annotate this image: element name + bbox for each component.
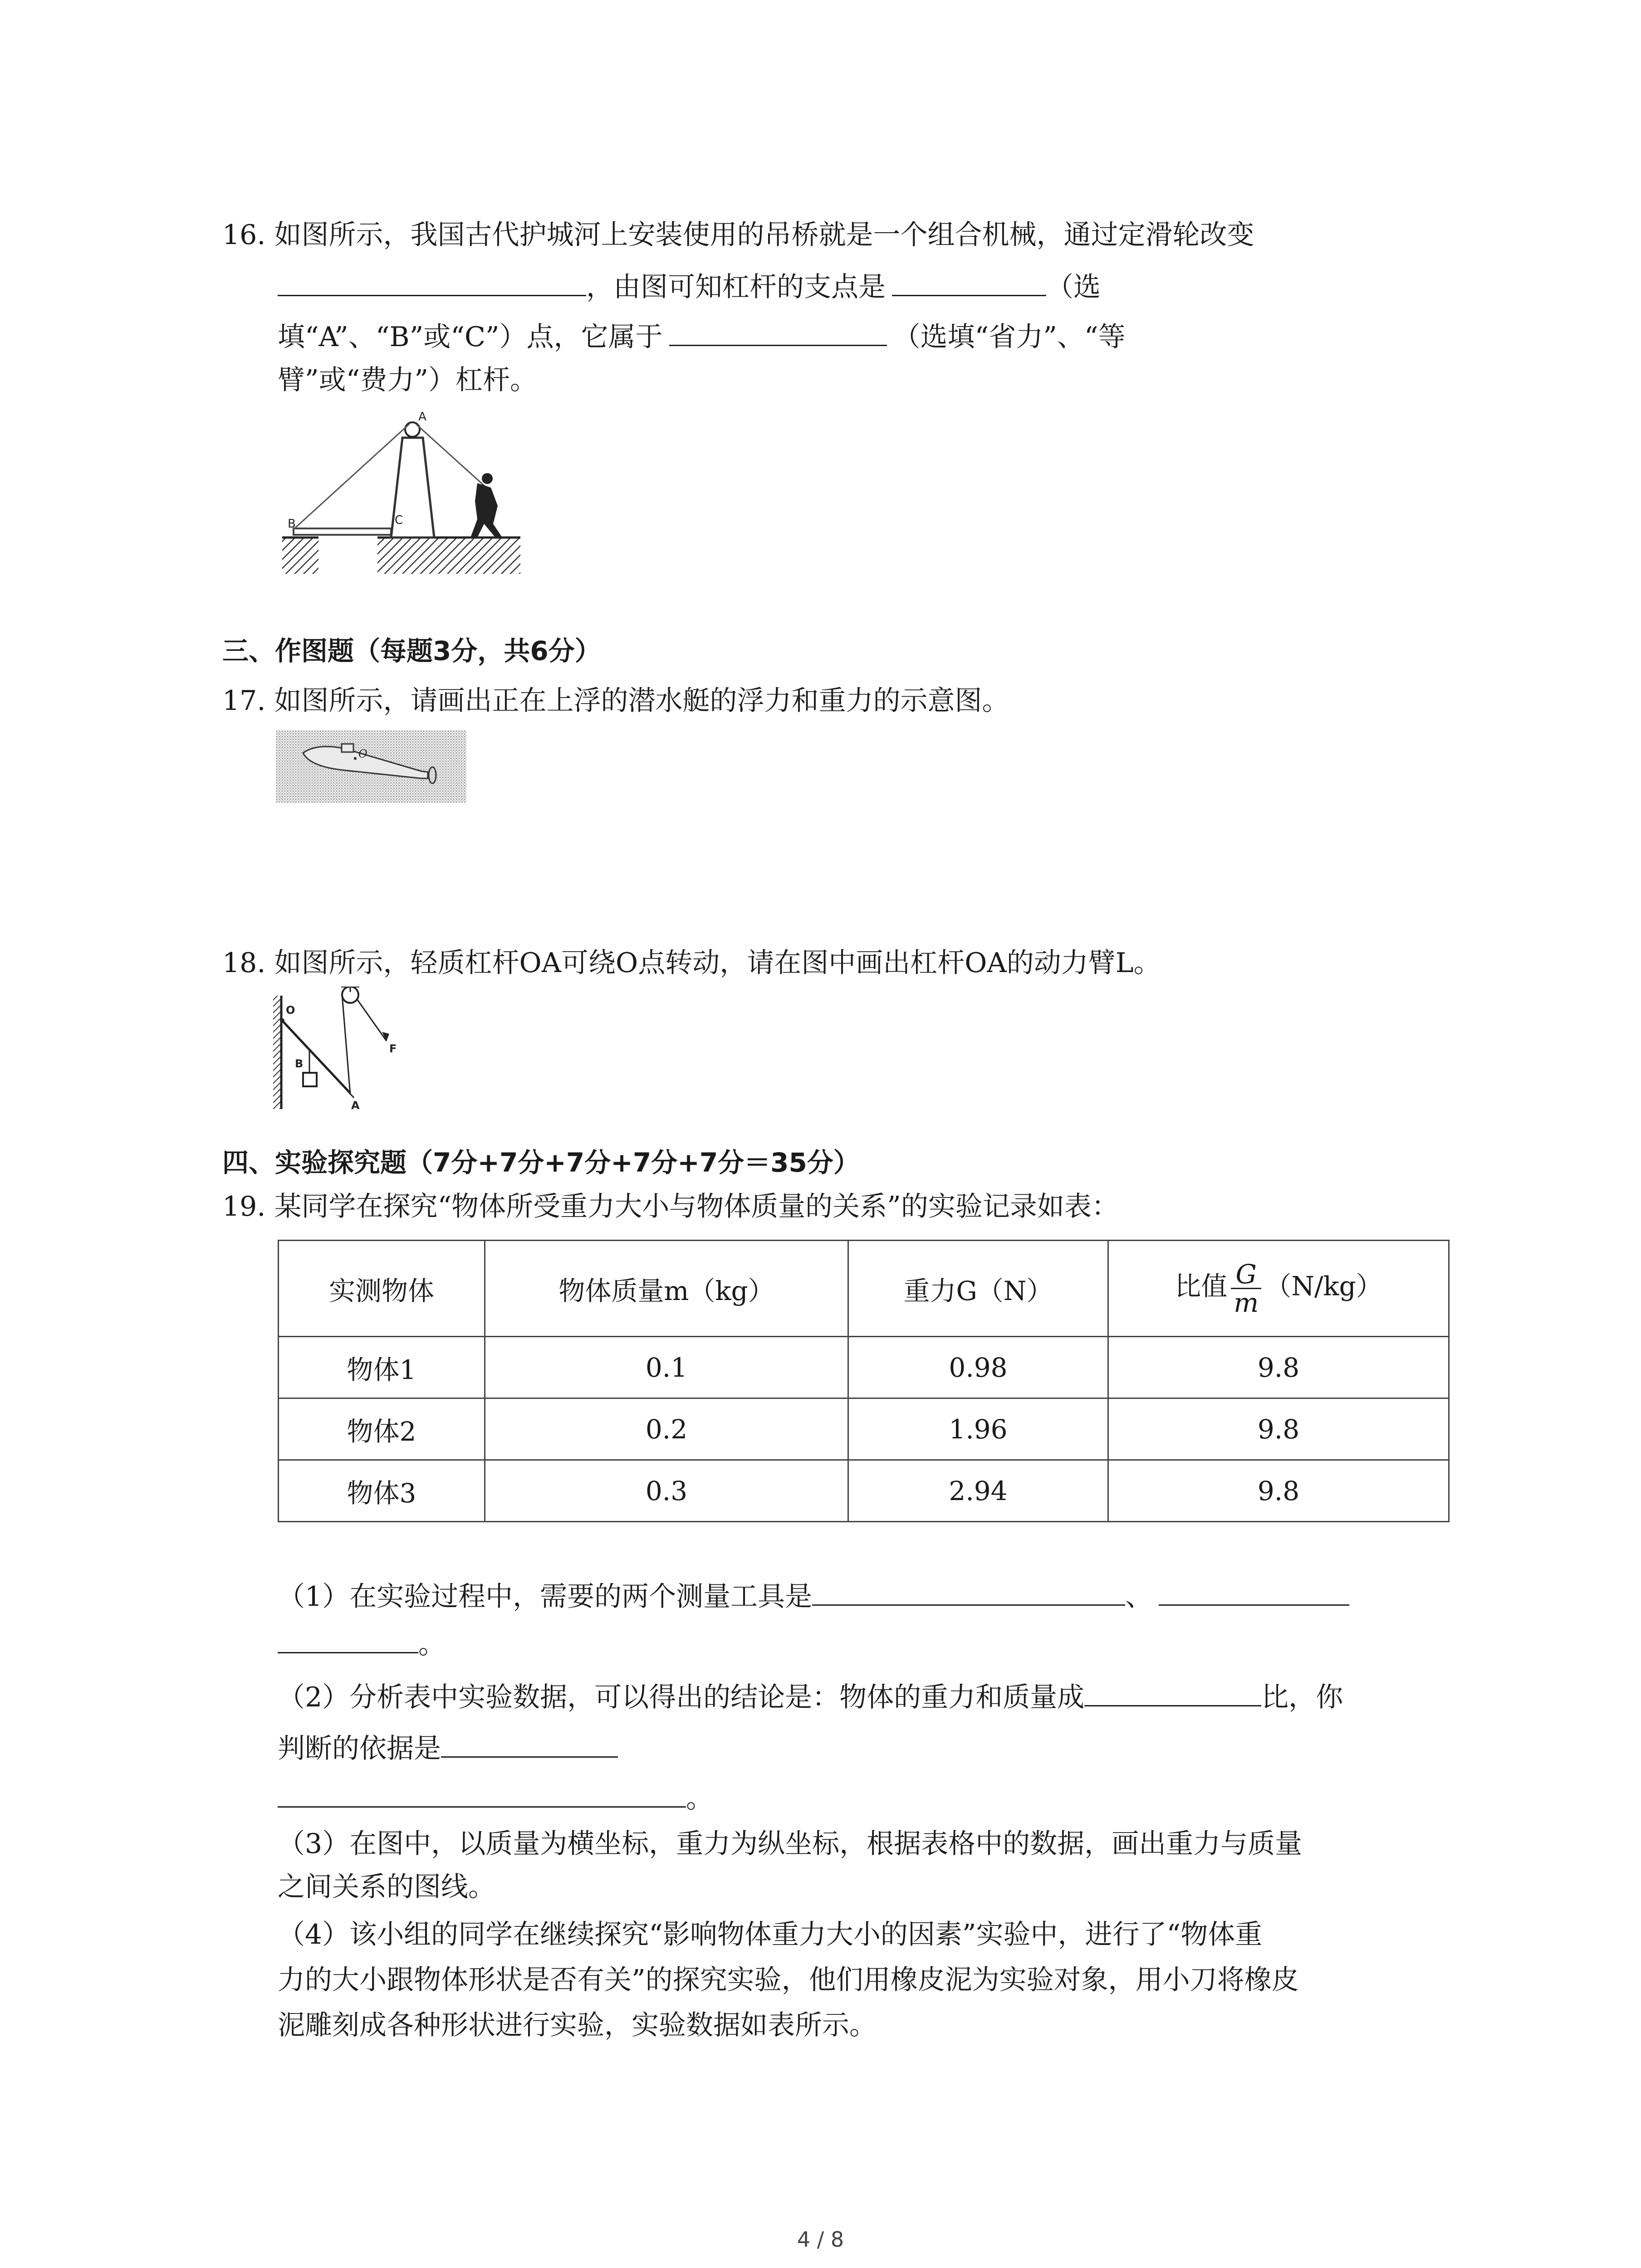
- q19-p2-text: （2）分析表中实验数据，可以得出的结论是：物体的重力和质量成: [278, 1681, 1085, 1713]
- lever-figure: [273, 987, 427, 1111]
- header-object: 实测物体: [279, 1241, 485, 1337]
- submarine-figure: [276, 730, 466, 803]
- header-ratio: [1108, 1241, 1449, 1337]
- q19-p4-line2: 力的大小跟物体形状是否有关”的探究实验，他们用橡皮泥为实验对象，用小刀将橡皮: [278, 1964, 1299, 1996]
- q16-line3-text: 填“A”、“B”或“C”）点，它属于: [278, 321, 663, 353]
- q16-line2-text: ，由图可知杠杆的支点是: [586, 271, 886, 303]
- pulley: [405, 422, 420, 437]
- answer-blank[interactable]: [278, 1778, 686, 1808]
- ratio-unit: （N/kg）: [1265, 1271, 1382, 1302]
- header-mass: 物体质量m（kg）: [485, 1241, 848, 1337]
- q19-p1-sep: 、: [1125, 1581, 1153, 1613]
- q19-p2-line1: [278, 1677, 1343, 1716]
- q19-p2-end: 。: [686, 1783, 713, 1814]
- ratio-denominator: m: [1234, 1287, 1259, 1318]
- cell-ratio: 9.8: [1108, 1398, 1449, 1460]
- ratio-numerator: G: [1231, 1261, 1261, 1289]
- table-row: [279, 1460, 1449, 1522]
- answer-blank[interactable]: [441, 1728, 618, 1758]
- wall: [273, 996, 281, 1109]
- q19-p1-end: 。: [418, 1628, 446, 1660]
- q19-p1-text: （1）在实验过程中，需要的两个测量工具是: [278, 1581, 813, 1613]
- q19-p1-line2: [278, 1624, 446, 1662]
- answer-blank[interactable]: [669, 317, 887, 346]
- q19-p4-line1: （4）该小组的同学在继续探究“影响物体重力大小的因素”实验中，进行了“物体重: [278, 1919, 1263, 1950]
- ground-right: [377, 538, 520, 574]
- q16-line3: [278, 317, 1126, 355]
- q16-line1: 16. 如图所示，我国古代护城河上安装使用的吊桥就是一个组合机械，通过定滑轮改变: [222, 219, 1254, 251]
- answer-blank[interactable]: [278, 1624, 418, 1653]
- section-heading: 三、作图题（每题3分，共6分）: [222, 635, 601, 666]
- cell-object: 物体1: [279, 1337, 485, 1398]
- weight-block: [303, 1073, 317, 1086]
- q19-p2-line2-text: 判断的依据是: [278, 1733, 441, 1765]
- ground-left: [282, 538, 318, 574]
- answer-blank[interactable]: [1159, 1576, 1349, 1606]
- q16-line4: 臂”或“费力”）杠杆。: [278, 364, 538, 396]
- label-o: O: [286, 1004, 295, 1017]
- answer-blank[interactable]: [1084, 1677, 1261, 1706]
- rope: [294, 424, 409, 529]
- person: [470, 483, 502, 538]
- cell-weight: 2.94: [848, 1460, 1108, 1522]
- cell-ratio: 9.8: [1108, 1337, 1449, 1398]
- cell-object: 物体2: [279, 1398, 485, 1460]
- answer-blank[interactable]: [892, 267, 1046, 296]
- data-table: [278, 1240, 1450, 1522]
- rope: [342, 995, 350, 1095]
- q16-line2: [278, 267, 1101, 305]
- ratio-fraction: [1231, 1261, 1261, 1316]
- table-row: [279, 1337, 1449, 1398]
- section-heading: 四、实验探究题（7分+7分+7分+7分+7分＝35分）: [222, 1147, 860, 1178]
- label-o: O: [358, 748, 367, 760]
- label-b: B: [288, 517, 296, 531]
- label-a: A: [418, 411, 426, 424]
- answer-blank[interactable]: [812, 1576, 1125, 1606]
- cell-mass: 0.3: [485, 1460, 848, 1522]
- label-c: C: [395, 513, 403, 527]
- table-header-row: [279, 1241, 1449, 1337]
- q19-p2-line3: [278, 1778, 713, 1817]
- label-f: F: [389, 1042, 397, 1055]
- page-number: 4 / 8: [797, 2227, 844, 2252]
- q19-p1-line1: [278, 1576, 1349, 1615]
- cell-weight: 0.98: [848, 1337, 1108, 1398]
- bridge-deck: [294, 528, 391, 535]
- q19-p3-line1: （3）在图中，以质量为横坐标，重力为纵坐标，根据表格中的数据，画出重力与质量: [278, 1828, 1303, 1860]
- cell-ratio: 9.8: [1108, 1460, 1449, 1522]
- header-weight: 重力G（N）: [848, 1241, 1108, 1337]
- cell-weight: 1.96: [848, 1398, 1108, 1460]
- cell-object: 物体3: [279, 1460, 485, 1522]
- q18-text: 18. 如图所示，轻质杠杆OA可绕O点转动，请在图中画出杠杆OA的动力臂L。: [222, 947, 1161, 979]
- q16-line2-end: （选: [1046, 271, 1101, 303]
- q17-text: 17. 如图所示，请画出正在上浮的潜水艇的浮力和重力的示意图。: [222, 685, 1009, 717]
- drawbridge-figure: [278, 411, 523, 576]
- q19-p2-mid: 比，你: [1261, 1681, 1343, 1713]
- q19-intro: 19. 某同学在探究“物体所受重力大小与物体质量的关系”的实验记录如表：: [222, 1191, 1119, 1222]
- label-a: A: [351, 1099, 360, 1111]
- label-b: B: [295, 1057, 304, 1070]
- q19-p4-line3: 泥雕刻成各种形状进行实验，实验数据如表所示。: [278, 2009, 877, 2041]
- cell-mass: 0.2: [485, 1398, 848, 1460]
- q16-line3-end: （选填“省力”、“等: [893, 321, 1126, 353]
- q19-p2-line2: [278, 1728, 618, 1767]
- ratio-prefix: 比值: [1175, 1271, 1228, 1302]
- cell-mass: 0.1: [485, 1337, 848, 1398]
- table-row: [279, 1398, 1449, 1460]
- answer-blank[interactable]: [278, 267, 586, 296]
- q19-p3-line2: 之间关系的图线。: [278, 1871, 495, 1903]
